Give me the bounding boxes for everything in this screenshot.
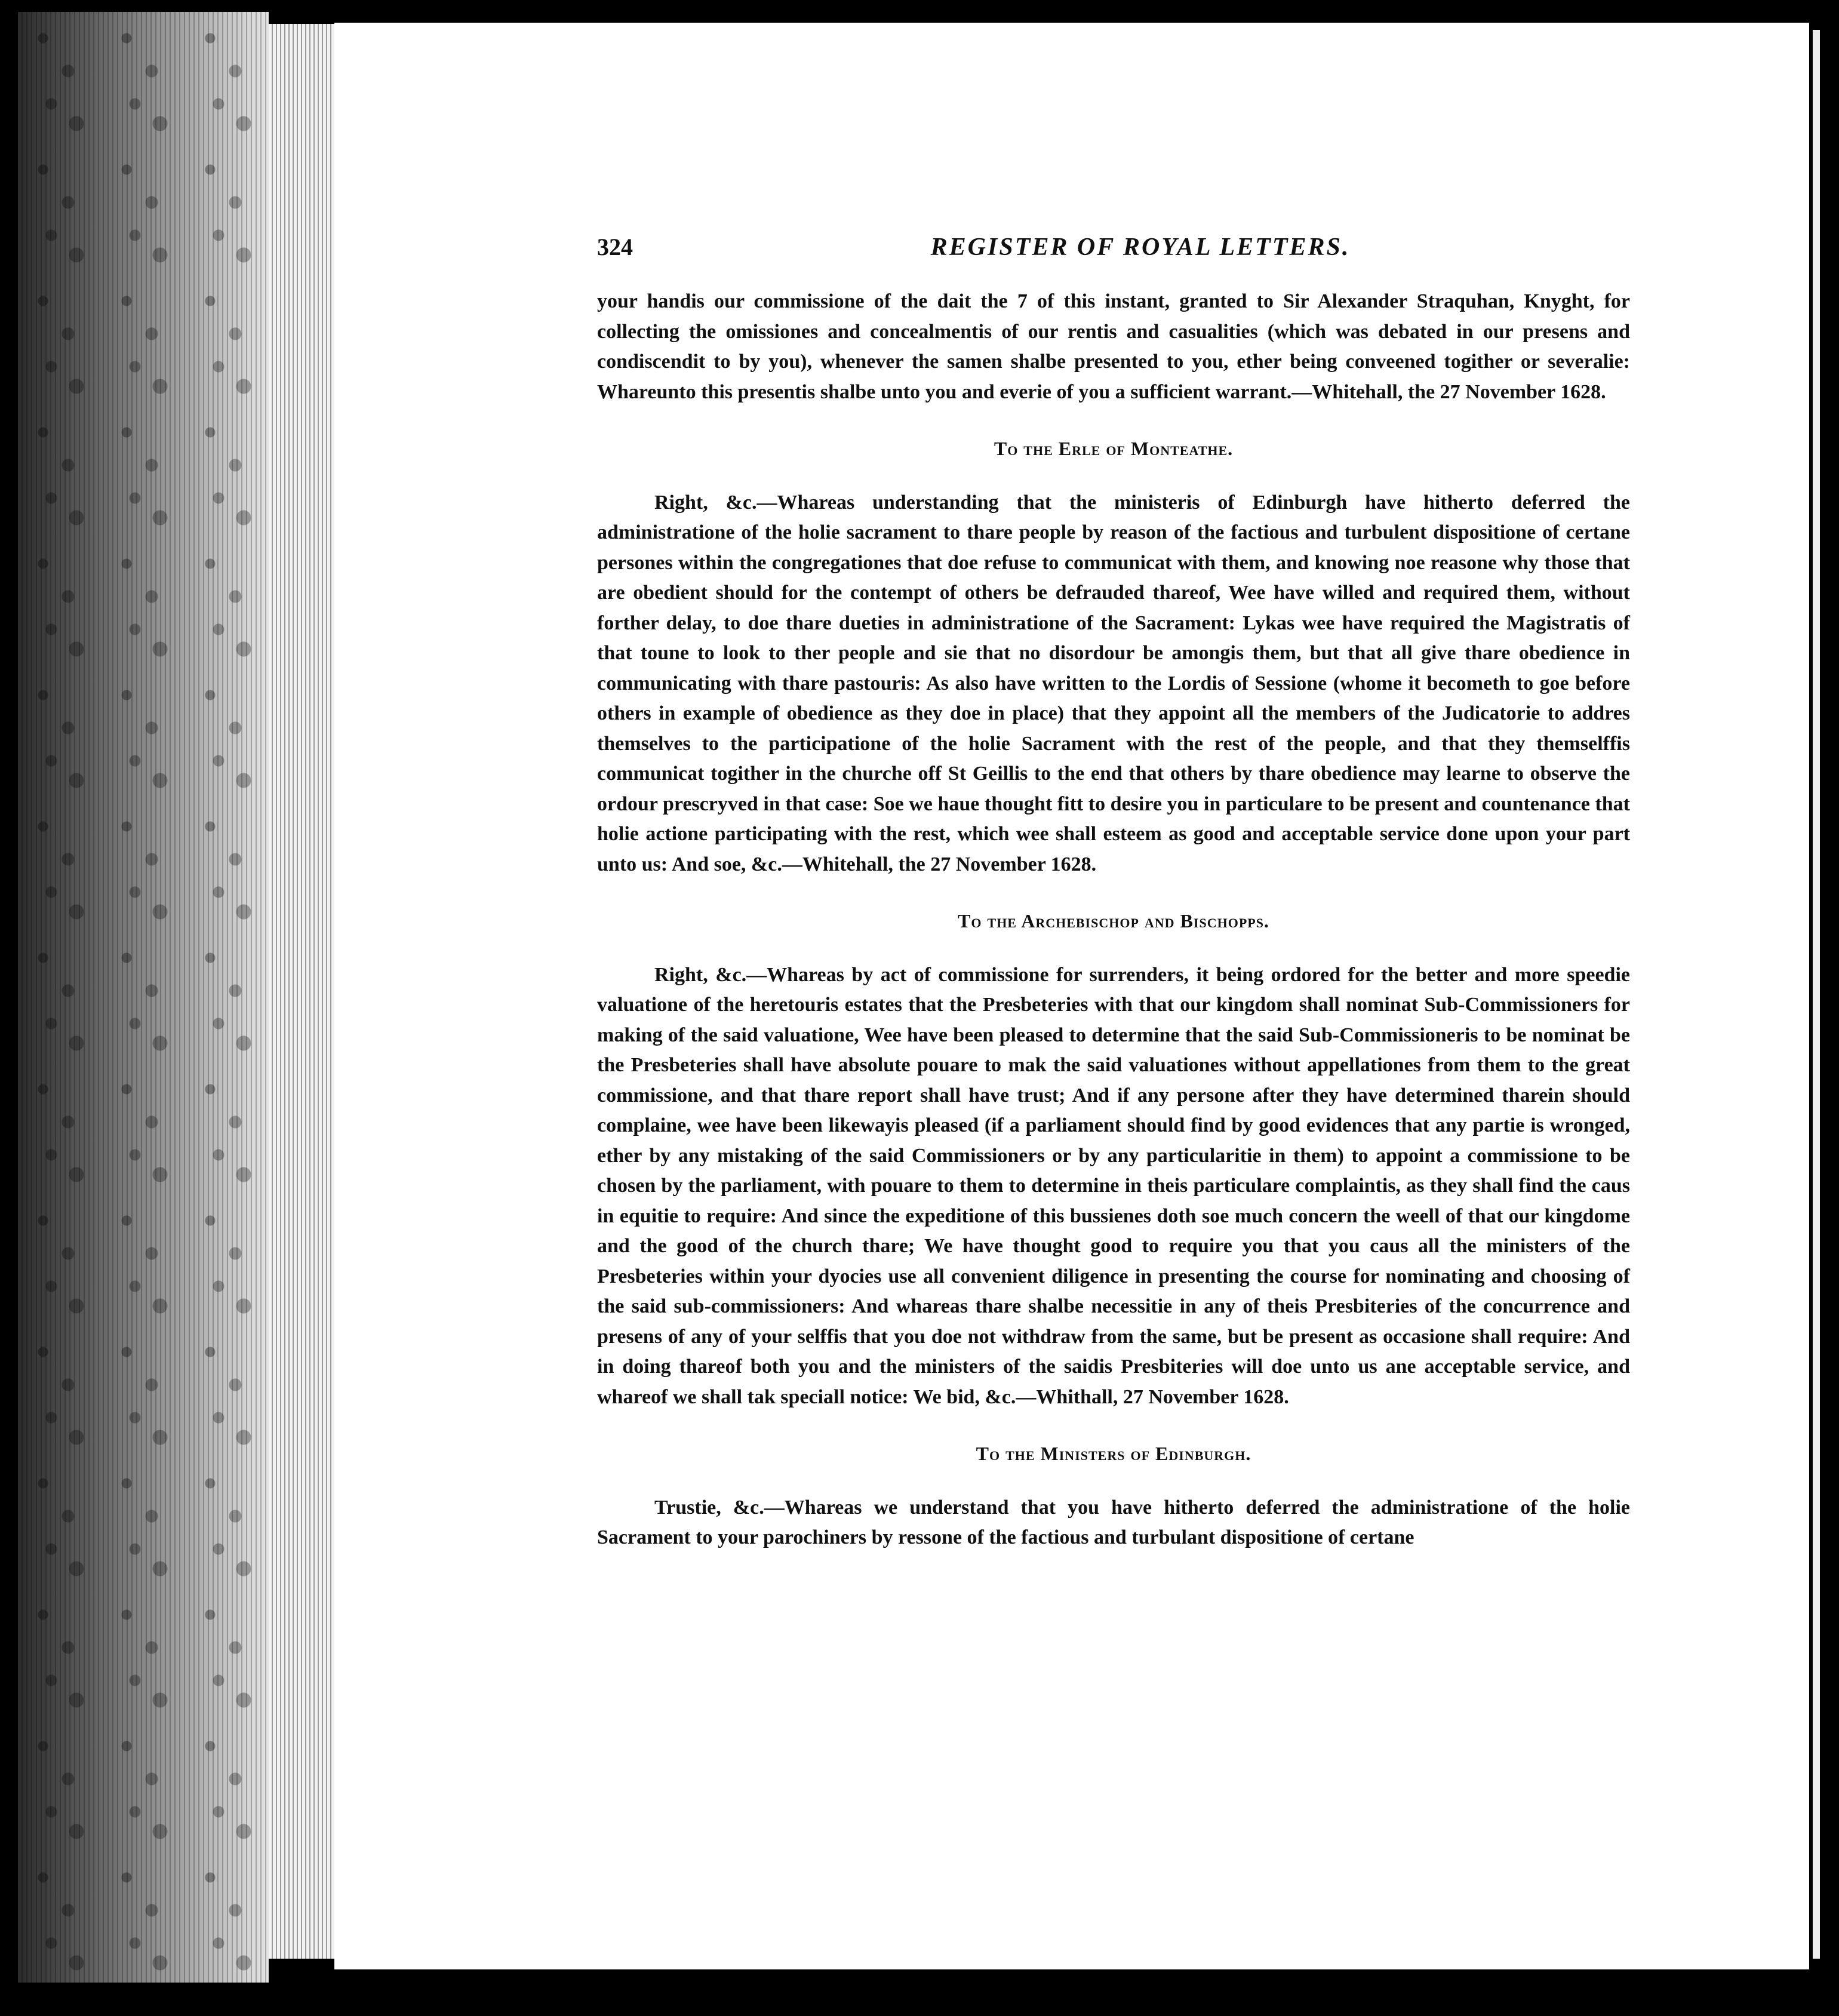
scan-border (1821, 24, 1839, 1965)
section-heading-ministers: To the Ministers of Edinburgh. (976, 1443, 1251, 1464)
page-header (597, 233, 1630, 269)
section-heading-monteathe: To the Erle of Monteathe. (994, 438, 1234, 459)
continuation-paragraph: your handis our commissione of the dait the 7 of this instant, granted to Sir Alexander Straquhan, Knyght, for collecting the omissiones and concealmentis of our rentis and casualities (which was debated in our presens and condiscendit to by you), whenever the samen shalbe presented to you, ether being conveened togither or severalie: Whareunto this presentis shalbe unto you and everie of you a sufficient warrant.—Whitehall, the 27 November 1628. (597, 290, 1630, 403)
letter-paragraph-ministers: Trustie, &c.—Whareas we understand that you have hitherto deferred the administratione of the holie Sacrament to your parochiners by ressone of the factious and turbulant dispositione of certane (597, 1496, 1630, 1548)
next-page-edge (1813, 30, 1820, 1959)
letter-paragraph-archebischop: Right, &c.—Whareas by act of commissione for surrenders, it being ordored for the better and more speedie valuatione of the heretouris estates that the Presbeteries with that our kingdom shall nominat Sub-Commissioners for making of the said valuatione, Wee have been pleased to determine that the said Sub-Commissioneris to be nominat be the Presbeteries shall have absolute pouare to mak the said valuationes without appellationes from them to the great commissione, and that thare report shall have trust; And if any persone after they have determined tharein should complaine, wee have been likewayis pleased (if a parliament should find by good evidences that any partie is wronged, ether by any mistaking of the said Commissioners or by any particularitie in them) to appoint a commissione to be chosen by the parliament, with pouare to them to determine in theis particulare complaintis, as they shall find the caus in equitie to require: And since the expeditione of this bussienes doth soe much concern the weell of that our kingdome and the good of the church thare; We have thought good to require you that you caus all the ministers of the Presbeteries within your dyocies use all convenient diligence in presenting the course for nominating and choosing of the said sub-commissioners: And whareas thare shalbe necessitie in any of theis Presbiteries of the concurrence and presens of any of your selffis that you doe not withdraw from the same, but be present as occasione shall require: And in doing thareof both you and the ministers of the saidis Presbiteries will doe unto us ane acceptable service, and whareof we shall tak speciall notice: We bid, &c.—Whithall, 27 November 1628. (597, 963, 1630, 1408)
section-heading-archebischop: To the Archebischop and Bischopps. (958, 910, 1269, 932)
page-stack (269, 24, 334, 1959)
book-edge (18, 12, 269, 1983)
running-title: REGISTER OF ROYAL LETTERS. (930, 233, 1351, 261)
page-body (597, 287, 1630, 1553)
page-number: 324 (597, 233, 633, 260)
letter-paragraph-monteathe: Right, &c.—Whareas understanding that the ministeris of Edinburgh have hitherto deferred the administratione of the holie sacrament to thare people by reason of the factious and turbulent dispositione of certane persones within the congregationes that doe refuse to communicat with them, and knowing noe reasone why those that are obedient should for the contempt of others be defrauded thareof, Wee have willed and required them, without forther delay, to doe thare dueties in administratione of the Sacrament: Lykas wee have required the Magistratis of that toune to look to ther people and sie that no disordour be amongis them, but that all give thare obedience in communicating with thare pastouris: As also have written to the Lordis of Sessione (whome it becometh to goe before others in example of obedience as they doe in place) that they appoint all the members of the Judicatorie to addres themselves to the participatione of the holie Sacrament with the rest of the people, and that they themselffis communicat togither in the churche off St Geillis to the end that others by thare obedience may learne to observe the ordour prescryved in that case: Soe we haue thought fitt to desire you in particulare to be present and countenance that holie actione participating with the rest, which wee shall esteem as good and acceptable service done upon your part unto us: And soe, &c.—Whitehall, the 27 November 1628. (597, 491, 1630, 875)
